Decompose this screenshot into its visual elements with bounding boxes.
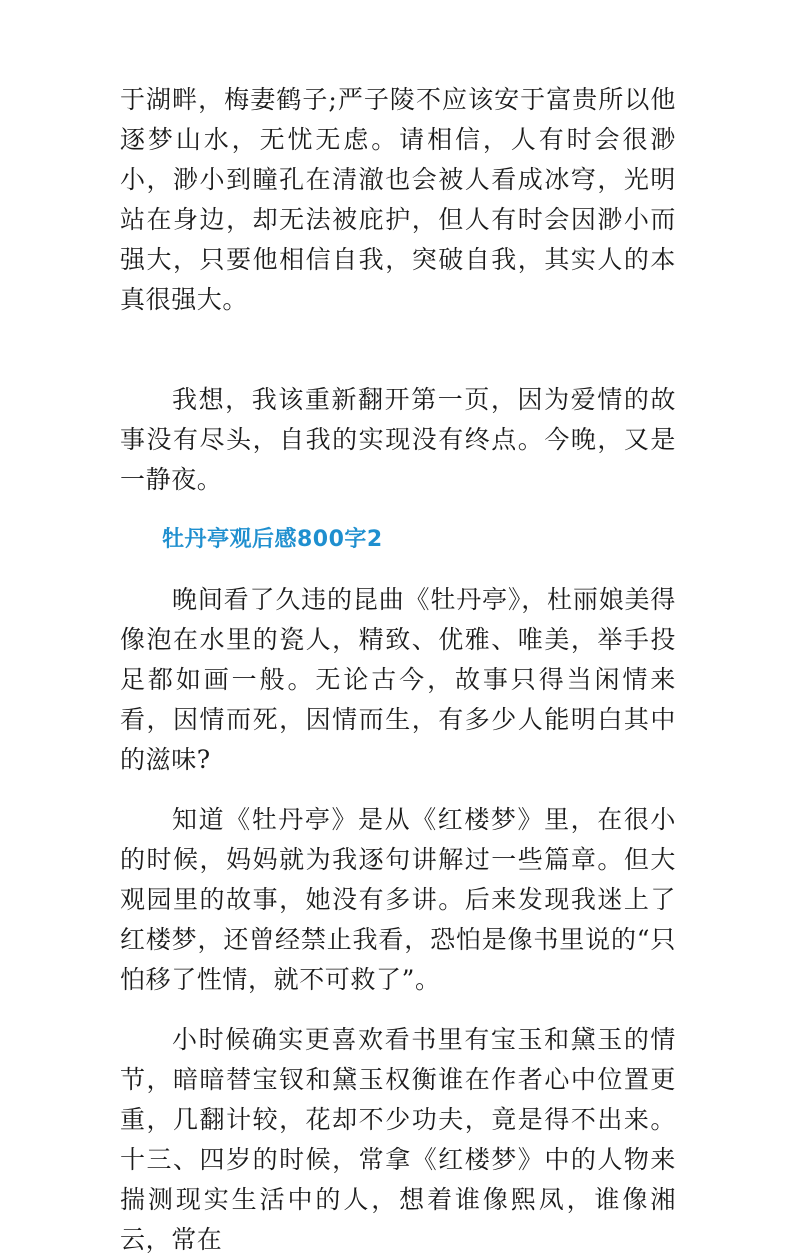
spacer (120, 780, 676, 800)
paragraph-5: 小时候确实更喜欢看书里有宝玉和黛玉的情节，暗暗替宝钗和黛玉权衡谁在作者心中位置更重，几翻计较，花却不少功夫，竟是得不出来。十三、四岁的时候，常拿《红楼梦》中的人物来揣测现实生活中的人，想着谁像熙凤，谁像湘云，常在 (120, 1025, 676, 1254)
paragraph-2: 我想，我该重新翻开第一页，因为爱情的故事没有尽头，自我的实现没有终点。今晚，又是一静夜。 (120, 385, 676, 494)
paragraph-1: 于湖畔，梅妻鹤子;严子陵不应该安于富贵所以他逐梦山水，无忧无虑。请相信，人有时会很渺小，渺小到瞳孔在清澈也会被人看成冰穹，光明站在身边，却无法被庇护，但人有时会因渺小而强大，只要他相信自我，突破自我，其实人的本真很强大。 (120, 85, 676, 314)
document-page (120, 80, 676, 1260)
spacer (120, 320, 676, 380)
spacer (120, 500, 676, 520)
paragraph-3: 晚间看了久违的昆曲《牡丹亭》，杜丽娘美得像泡在水里的瓷人，精致、优雅、唯美，举手投足都如画一般。无论古今，故事只得当闲情来看，因情而死，因情而生，有多少人能明白其中的滋味? (120, 585, 676, 774)
spacer (120, 1000, 676, 1020)
paragraph-4: 知道《牡丹亭》是从《红楼梦》里，在很小的时候，妈妈就为我逐句讲解过一些篇章。但大观园里的故事，她没有多讲。后来发现我迷上了红楼梦，还曾经禁止我看，恐怕是像书里说的“只怕移了性情，就不可救了”。 (120, 805, 676, 994)
section-heading: 牡丹亭观后感800字2 (162, 527, 383, 552)
spacer (120, 560, 676, 580)
